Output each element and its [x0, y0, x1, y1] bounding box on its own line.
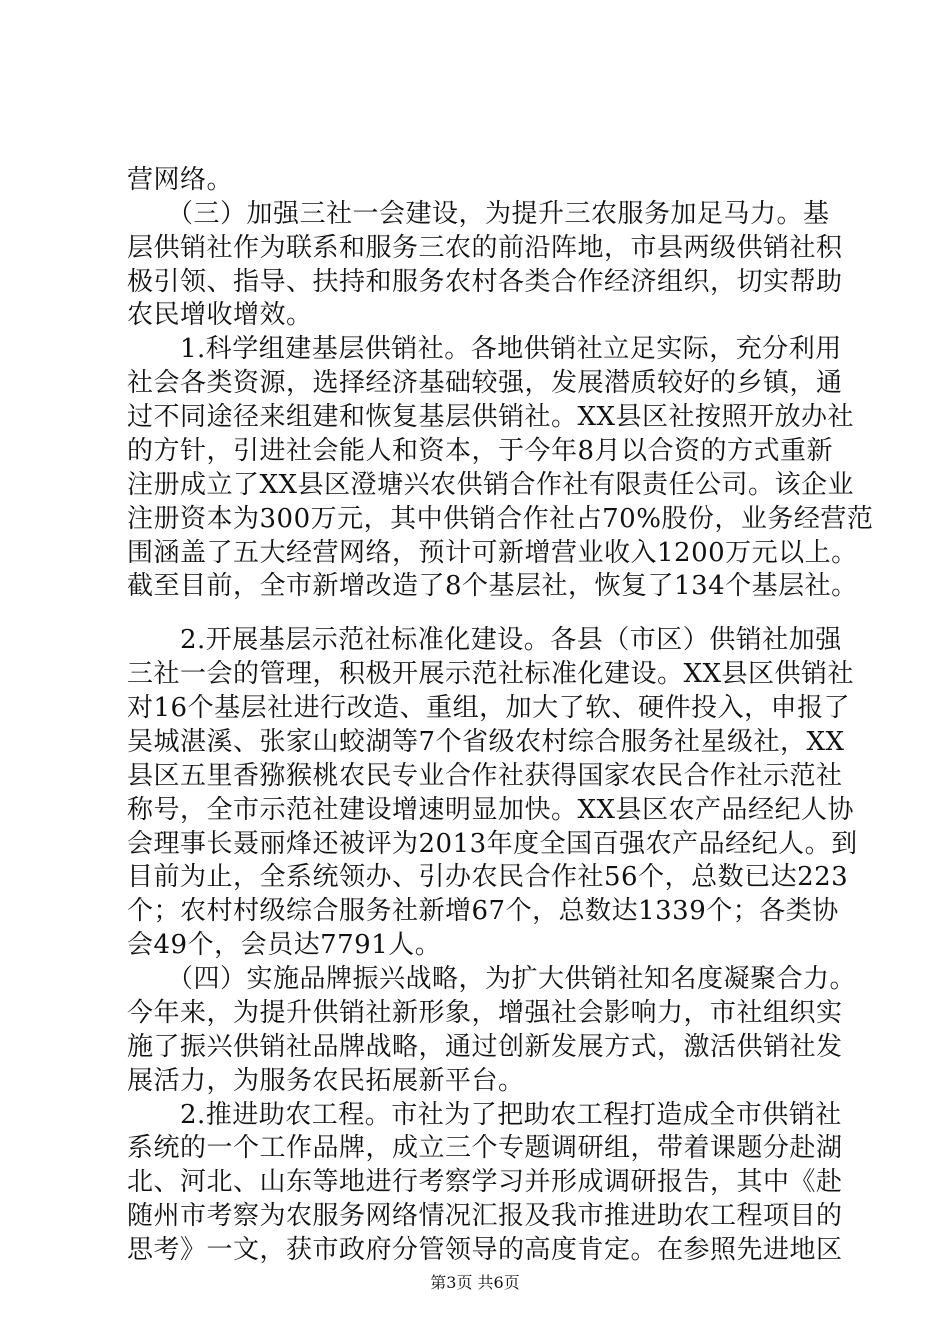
text-line: 会49个，会员达7791人。	[127, 930, 442, 960]
text-line: 极引领、指导、扶持和服务农村各类合作经济组织，切实帮助	[127, 267, 843, 297]
text-line: （三）加强三社一会建设，为提升三农服务加足马力。基	[127, 199, 830, 229]
text-line: 三社一会的管理，积极开展示范社标准化建设。XX县区供销社	[127, 659, 855, 689]
text-line: 的方针，引进社会能人和资本，于今年8月以合资的方式重新	[127, 436, 834, 466]
text-line: 营网络。	[127, 165, 234, 195]
text-line: 2.开展基层示范社标准化建设。各县（市区）供销社加强	[127, 625, 842, 655]
text-line: 过不同途径来组建和恢复基层供销社。XX县区社按照开放办社	[127, 402, 855, 432]
text-line: 吴城湛溪、张家山蛟湖等7个省级农村综合服务社星级社，XX	[127, 727, 845, 757]
page-footer: 第3页 共6页	[430, 1273, 520, 1292]
text-line: 县区五里香猕猴桃农民专业合作社获得国家农民合作社示范社	[127, 761, 843, 791]
text-line: 截至目前，全市新增改造了8个基层社，恢复了134个基层社。	[127, 571, 858, 601]
text-line: 2.推进助农工程。市社为了把助农工程打造成全市供销社	[127, 1100, 842, 1130]
text-line: 个；农村村级综合服务社新增67个，总数达1339个；各类协	[127, 896, 839, 926]
text-line: 北、河北、山东等地进行考察学习并形成调研报告，其中《赴	[127, 1167, 843, 1197]
text-line: 系统的一个工作品牌，成立三个专题调研组，带着课题分赴湖	[127, 1133, 843, 1163]
text-line: 社会各类资源，选择经济基础较强，发展潜质较好的乡镇，通	[127, 368, 843, 398]
text-line: 围涵盖了五大经营网络，预计可新增营业收入1200万元以上。	[127, 538, 858, 568]
text-line: 注册成立了XX县区澄塘兴农供销合作社有限责任公司。该企业	[127, 470, 855, 500]
text-line: 层供销社作为联系和服务三农的前沿阵地，市县两级供销社积	[127, 233, 843, 263]
text-line: 目前为止，全系统领办、引办农民合作社56个，总数已达223	[127, 862, 849, 892]
text-line: 对16个基层社进行改造、重组，加大了软、硬件投入，申报了	[127, 693, 851, 723]
text-line: （四）实施品牌振兴战略，为扩大供销社知名度凝聚合力。	[127, 964, 857, 994]
text-line: 注册资本为300万元，其中供销合作社占70%股份，业务经营范	[127, 504, 874, 534]
text-line: 称号，全市示范社建设增速明显加快。XX县区农产品经纪人协	[127, 795, 855, 825]
text-line: 思考》一文，获市政府分管领导的高度肯定。在参照先进地区	[127, 1235, 843, 1265]
text-line: 今年来，为提升供销社新形象，增强社会影响力，市社组织实	[127, 998, 843, 1028]
text-line: 会理事长聂丽烽还被评为2013年度全国百强农产品经纪人。到	[127, 829, 858, 859]
text-line: 1.科学组建基层供销社。各地供销社立足实际，充分利用	[127, 334, 842, 364]
text-line: 展活力，为服务农民拓展新平台。	[127, 1066, 525, 1096]
text-line: 农民增收增效。	[127, 300, 313, 330]
text-line: 施了振兴供销社品牌战略，通过创新发展方式，激活供销社发	[127, 1032, 843, 1062]
text-line: 随州市考察为农服务网络情况汇报及我市推进助农工程项目的	[127, 1201, 843, 1231]
